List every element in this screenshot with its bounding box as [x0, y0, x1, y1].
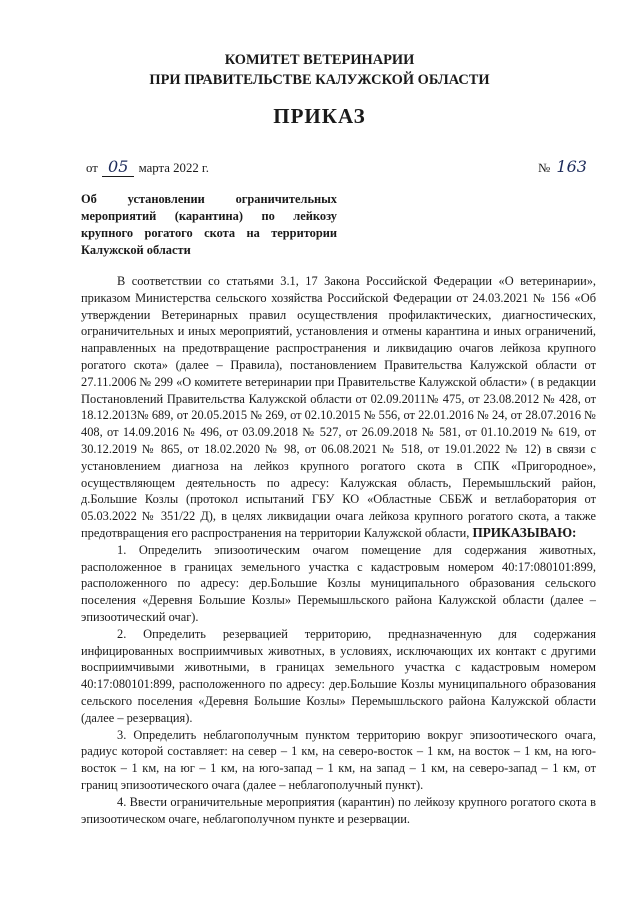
- committee-name-line2: ПРИ ПРАВИТЕЛЬСТВЕ КАЛУЖСКОЙ ОБЛАСТИ: [149, 72, 490, 88]
- order-number: [538, 157, 590, 176]
- committee-header: [0, 50, 639, 90]
- date-month-year: марта 2022 г.: [138, 161, 209, 175]
- order-item-1: 1. Определить эпизоотическим очагом помещение для содержания животных, расположенное в границах земельного участка с кадастровым номером 40:17:080101:899, расположенного по адресу: дер.Большие Козлы муниципального образования сельского поселения «Деревня Большие Козлы» Перемышльского района Калужской области (далее – эпизоотический очаг).: [81, 542, 596, 624]
- preamble-paragraph: [81, 273, 596, 542]
- number-sign: №: [538, 161, 551, 175]
- order-title: ПРИКАЗ: [273, 104, 366, 128]
- date-prefix: от: [86, 161, 98, 175]
- order-subject: Об установлении ограничительных мероприятий (карантина) по лейкозу крупного рогатого скота на территории Калужской области: [81, 192, 337, 257]
- handwritten-day: 05: [102, 157, 134, 177]
- order-body: [81, 273, 596, 827]
- order-item-3: 3. Определить неблагополучным пунктом территорию вокруг эпизоотического очага, радиус которой составляет: на север – 1 км, на северо-восток – 1 км, на восток – 1 км, на юго-восток – 1 км, на юг – 1 км, на юго-запад – 1 км, на запад – 1 км, на северо-запад – 1 км, от границ эпизоотического очага (далее – неблагополучный пункт).: [81, 727, 596, 792]
- order-item-4: 4. Ввести ограничительные мероприятия (карантин) по лейкозу крупного рогатого скота в эпизоотическом очаге, неблагополучном пункте и резервации.: [81, 794, 596, 826]
- order-keyword: ПРИКАЗЫВАЮ:: [472, 524, 577, 540]
- committee-name-line1: КОМИТЕТ ВЕТЕРИНАРИИ: [224, 52, 415, 68]
- order-date: [86, 157, 209, 177]
- handwritten-number: 163: [556, 157, 587, 176]
- preamble-text: В соответствии со статьями 3.1, 17 Закона Российской Федерации «О ветеринарии», приказом Министерства сельского хозяйства Российской Федерации от 24.03.2021 № 156 «Об утверждении Ветеринарных правил осуществления профилактических, диагностических, ограничительных и иных мероприятий, установления и отмены карантина и иных ограничений, направленных на предотвращение распространения и ликвидацию очагов лейкоза крупного рогатого скота» (далее – Правила), постановлением Правительства Калужской области от 27.11.2006 № 299 «О комитете ветеринарии при Правительстве Калужской области» ( в редакции Постановлений Правительства Калужской области от 02.09.2011№ 475, от 23.08.2012 № 428, от 18.12.2013№ 689, от 20.05.2015 № 269, от 02.10.2015 № 556, от 22.01.2016 № 24, от 28.07.2016 № 408, от 14.09.2016 № 496, от 03.09.2018 № 527, от 26.09.2018 № 581, от 01.10.2019 № 619, от 30.12.2019 № 865, от 18.02.2020 № 98, от 06.08.2021 № 518, от 19.01.2022 № 12) в связи с установлением диагноза на лейкоз крупного рогатого скота в СПК «Пригородное», осуществляющем деятельность по адресу: Калужская область, Перемышльский район, д.Большие Козлы (протокол испытаний ГБУ КО «Областные СББЖ и ветлаборатория от 05.03.2022 № 351/22 Д), в целях ликвидации очага лейкоза крупного рогатого скота, а также предотвращения его распространения на территории Калужской области,: [81, 274, 596, 540]
- order-item-2: 2. Определить резервацией территорию, предназначенную для содержания инфицированных восприимчивых животных, в условиях, исключающих их контакт с другими восприимчивыми животными, в границах земельного участка с кадастровым номером 40:17:080101:899, расположенного по адресу: дер.Большие Козлы муниципального образования сельского поселения «Деревня Большие Козлы» Перемышльского района Калужской области (далее – резервация).: [81, 626, 596, 725]
